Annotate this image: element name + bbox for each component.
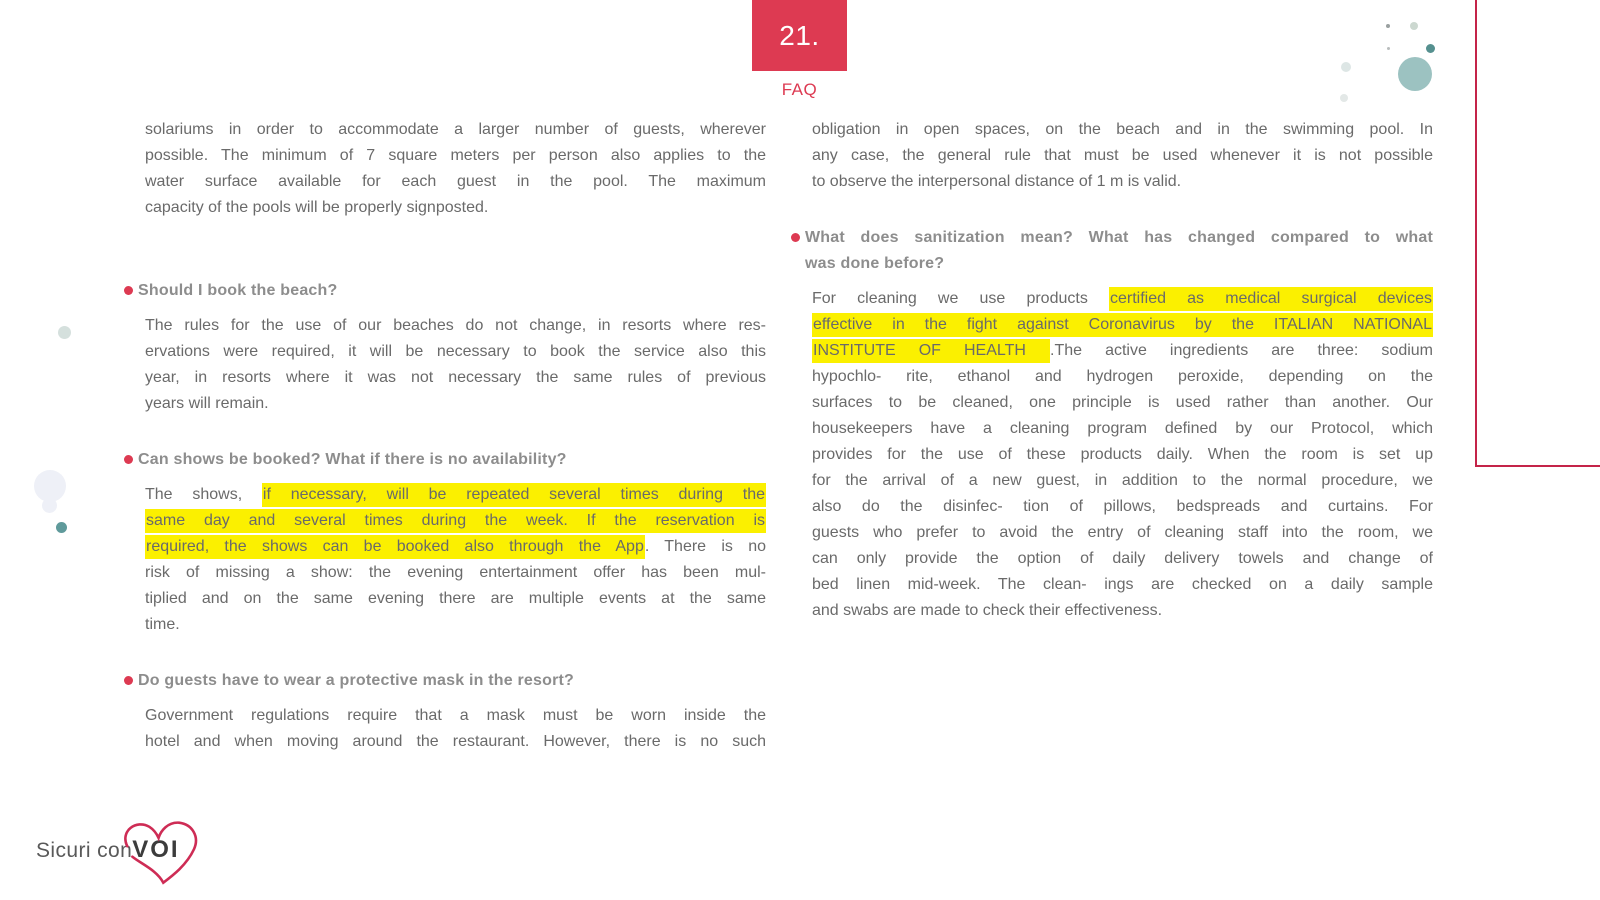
text-segment: .The active ingredients are three: sodium — [1050, 342, 1433, 359]
text-segment: . There is no — [644, 538, 767, 555]
footer-logo — [36, 836, 180, 864]
text-segment: Should I book the beach? — [138, 282, 338, 299]
text-line — [812, 598, 1433, 624]
text-line — [145, 339, 766, 365]
text-line — [145, 117, 766, 143]
text-segment: Do guests have to wear a protective mask in the resort? — [138, 672, 575, 689]
highlighted-text: if necessary, will be repeated several times during the — [262, 483, 766, 507]
text-segment: tiplied and on the same evening there are multiple events at the same — [145, 590, 766, 607]
highlighted-text: effective in the fight against Coronavirus by the ITALIAN NATIONAL — [812, 313, 1433, 337]
text-segment: Can shows be booked? What if there is no availability? — [138, 451, 567, 468]
text-segment: for the arrival of a new guest, in addition to the normal procedure, we — [812, 472, 1433, 489]
text-line — [812, 169, 1433, 195]
text-line — [812, 143, 1433, 169]
text-segment: also do the disinfec- tion of pillows, bedspreads and curtains. For — [812, 498, 1433, 515]
text-line — [145, 195, 766, 221]
text-line — [812, 390, 1433, 416]
section-label: FAQ — [781, 80, 818, 99]
decorative-dot — [1398, 57, 1432, 91]
faq-question — [805, 225, 1433, 277]
text-line — [805, 225, 1433, 251]
decorative-dot — [1386, 24, 1390, 28]
text-line — [145, 560, 766, 586]
text-line — [138, 668, 766, 694]
text-line — [812, 572, 1433, 598]
faq-question — [138, 668, 766, 694]
text-line — [138, 447, 766, 473]
text-line — [812, 364, 1433, 390]
page-number-badge — [752, 0, 847, 71]
text-segment: bed linen mid-week. The clean- ings are checked on a daily sample — [812, 576, 1433, 593]
text-line — [812, 416, 1433, 442]
faq-paragraph — [145, 313, 766, 417]
text-line — [812, 338, 1433, 364]
text-line — [145, 534, 766, 560]
text-segment: time. — [145, 616, 180, 633]
text-segment: provides for the use of these products daily. When the room is set up — [812, 446, 1433, 463]
text-line — [812, 494, 1433, 520]
bullet-icon — [124, 455, 133, 464]
text-line — [138, 278, 766, 304]
text-line — [812, 312, 1433, 338]
text-line — [145, 169, 766, 195]
text-segment: risk of missing a show: the evening entertainment offer has been mul- — [145, 564, 766, 581]
text-segment: possible. The minimum of 7 square meters per person also applies to the — [145, 147, 766, 164]
bullet-icon — [124, 676, 133, 685]
text-segment: solariums in order to accommodate a larger number of guests, wherever — [145, 121, 766, 138]
decorative-dot — [42, 498, 57, 513]
decorative-dot — [56, 522, 67, 533]
decorative-dot — [58, 326, 71, 339]
text-line — [812, 286, 1433, 312]
text-segment: guests who prefer to avoid the entry of cleaning staff into the room, we — [812, 524, 1433, 541]
text-segment: any case, the general rule that must be used whenever it is not possible — [812, 147, 1433, 164]
text-segment: obligation in open spaces, on the beach and in the swimming pool. In — [812, 121, 1433, 138]
text-segment: to observe the interpersonal distance of 1 m is valid. — [812, 173, 1182, 190]
text-line — [145, 482, 766, 508]
decorative-dot — [1387, 47, 1390, 50]
decorative-dot — [1410, 22, 1418, 30]
text-segment: was done before? — [805, 255, 945, 272]
text-line — [145, 365, 766, 391]
heart-icon — [114, 816, 222, 886]
text-line — [145, 703, 766, 729]
text-line — [145, 143, 766, 169]
column-left — [138, 117, 767, 755]
logo-text-brand: VOI — [132, 836, 180, 863]
text-line — [145, 391, 766, 417]
text-segment: capacity of the pools will be properly signposted. — [145, 199, 489, 216]
faq-paragraph — [145, 703, 766, 755]
bullet-icon — [124, 286, 133, 295]
text-line — [145, 508, 766, 534]
text-segment: hotel and when moving around the restaurant. However, there is no such — [145, 733, 766, 750]
text-segment: For cleaning we use products — [812, 290, 1109, 307]
text-segment: ervations were required, it will be necessary to book the service also this — [145, 343, 766, 360]
text-line — [145, 612, 766, 638]
text-segment: Government regulations require that a mask must be worn inside the — [145, 707, 766, 724]
faq-paragraph — [812, 286, 1433, 624]
text-segment: hypochlo- rite, ethanol and hydrogen peroxide, depending on the — [812, 368, 1433, 385]
bullet-icon — [791, 233, 800, 242]
column-right — [805, 117, 1433, 624]
text-segment: The shows, — [145, 486, 262, 503]
text-line — [145, 313, 766, 339]
text-segment: housekeepers have a cleaning program defined by our Protocol, which — [812, 420, 1433, 437]
text-segment: years will remain. — [145, 395, 269, 412]
text-line — [812, 442, 1433, 468]
logo-text-prefix: Sicuri con — [36, 839, 133, 862]
highlighted-text: certified as medical surgical devices — [1109, 287, 1433, 311]
text-segment: The rules for the use of our beaches do not change, in resorts where res- — [145, 317, 766, 334]
text-line — [812, 117, 1433, 143]
highlighted-text: INSTITUTE OF HEALTH — [812, 339, 1050, 363]
faq-question — [138, 278, 766, 304]
text-line — [145, 586, 766, 612]
decorative-dot — [1340, 94, 1348, 102]
highlighted-text: same day and several times during the week. If the reservation is — [145, 509, 766, 533]
text-line — [812, 520, 1433, 546]
text-segment: can only provide the option of daily delivery towels and change of — [812, 550, 1433, 567]
text-line — [812, 468, 1433, 494]
text-segment: surfaces to be cleaned, one principle is used rather than another. Our — [812, 394, 1433, 411]
page-number: 21. — [779, 19, 820, 51]
faq-paragraph — [145, 117, 766, 221]
text-line — [145, 729, 766, 755]
faq-paragraph — [812, 117, 1433, 195]
text-segment: year, in resorts where it was not necessary the same rules of previous — [145, 369, 766, 386]
text-segment: and swabs are made to check their effectiveness. — [812, 602, 1163, 619]
highlighted-text: required, the shows can be booked also through the App — [145, 535, 645, 559]
decorative-frame — [1475, 0, 1600, 467]
decorative-dot — [1426, 44, 1435, 53]
faq-paragraph — [145, 482, 766, 638]
decorative-dot — [1341, 62, 1351, 72]
text-line — [805, 251, 1433, 277]
text-segment: What does sanitization mean? What has changed compared to what — [805, 229, 1433, 246]
faq-question — [138, 447, 766, 473]
text-line — [812, 546, 1433, 572]
text-segment: water surface available for each guest in the pool. The maximum — [145, 173, 766, 190]
